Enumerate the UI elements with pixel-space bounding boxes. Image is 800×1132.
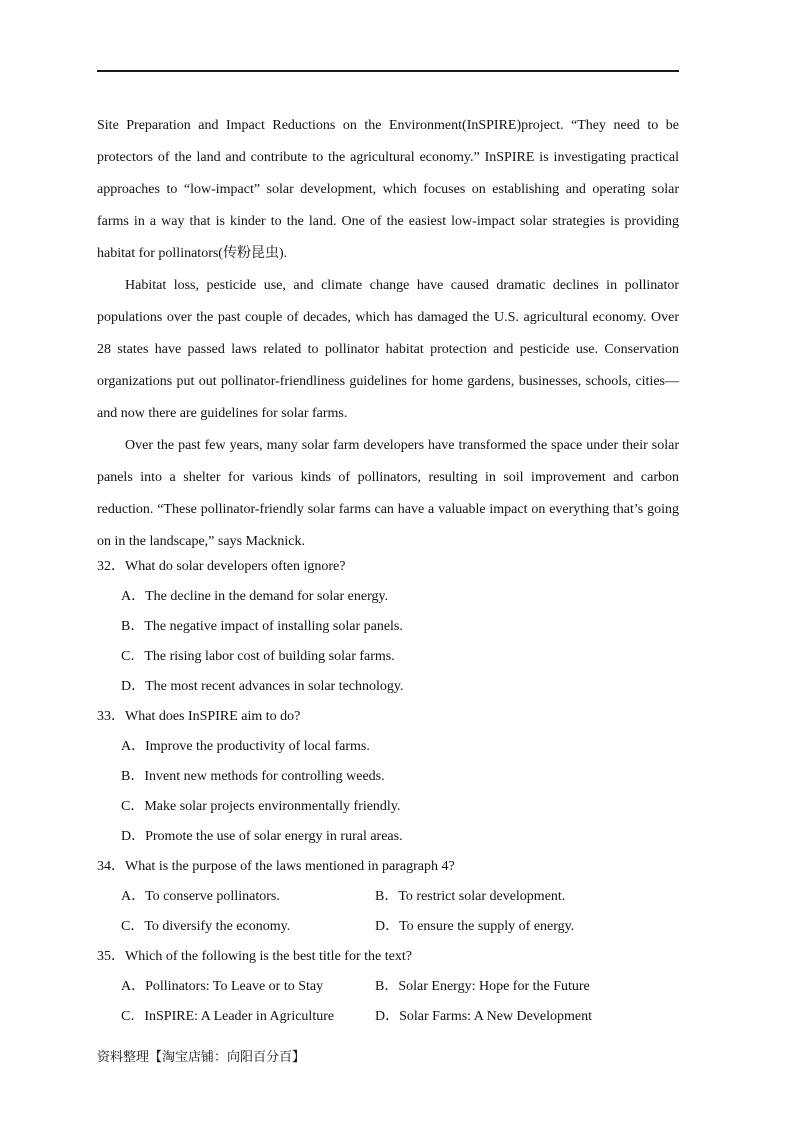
paragraph-2: Habitat loss, pesticide use, and climate change have caused dramatic declines in pollinator populations over the past couple of decades, which has damaged the U.S. agricultural economy. Over 28 states have passed laws related to pollinator habitat protection and pesticide use. Conservation organizations put out pollinator-friendliness guidelines for home gardens, businesses, schools, cities—and now there are guidelines for solar farms.: [97, 278, 679, 421]
option-b: B．Invent new methods for controlling weeds.: [121, 769, 385, 784]
question-33: [97, 702, 679, 852]
question-35: [97, 942, 679, 1032]
question-stem: 32．What do solar developers often ignore?: [97, 559, 346, 574]
option-a: A．Improve the productivity of local farms.: [121, 739, 370, 754]
question-32: [97, 552, 679, 702]
question-stem: 33．What does InSPIRE aim to do?: [97, 709, 301, 724]
header-rule: [97, 70, 679, 72]
option-a: A．The decline in the demand for solar energy.: [121, 589, 389, 604]
option-row: [97, 912, 679, 942]
question-stem: 35．Which of the following is the best title for the text?: [97, 949, 412, 964]
option-c: C．To diversify the economy.: [121, 919, 291, 934]
option-b: B．Solar Energy: Hope for the Future: [375, 979, 590, 994]
option-d: D．Promote the use of solar energy in rural areas.: [121, 829, 403, 844]
paragraph-1: Site Preparation and Impact Reductions on the Environment(InSPIRE)project. “They need to be protectors of the land and contribute to the agricultural economy.” InSPIRE is investigating practical approaches to “low-impact” solar development, which focuses on establishing and operating solar farms in a way that is kinder to the land. One of the easiest low-impact solar strategies is providing habitat for pollinators(传粉昆虫).: [97, 118, 679, 261]
option-row: [97, 882, 679, 912]
page-footer: 资料整理【淘宝店铺：向阳百分百】: [97, 1050, 306, 1065]
paragraph-3: Over the past few years, many solar farm developers have transformed the space under their solar panels into a shelter for various kinds of pollinators, resulting in soil improvement and carbon reduction. “These pollinator-friendly solar farms can have a valuable impact on everything that’s going on in the landscape,” says Macknick.: [97, 438, 679, 549]
option-a: A．Pollinators: To Leave or to Stay: [121, 979, 324, 994]
option-c: C．The rising labor cost of building solar farms.: [121, 649, 395, 664]
question-stem: 34．What is the purpose of the laws mentioned in paragraph 4?: [97, 859, 455, 874]
question-list: [97, 552, 679, 1032]
reading-passage: [97, 110, 679, 558]
option-row: [97, 1002, 679, 1032]
option-b: B．The negative impact of installing solar panels.: [121, 619, 403, 634]
option-d: D．Solar Farms: A New Development: [375, 1009, 592, 1024]
option-b: B．To restrict solar development.: [375, 889, 566, 904]
option-d: D．To ensure the supply of energy.: [375, 919, 575, 934]
question-34: [97, 852, 679, 942]
option-c: C．InSPIRE: A Leader in Agriculture: [121, 1009, 335, 1024]
option-c: C．Make solar projects environmentally friendly.: [121, 799, 401, 814]
option-d: D．The most recent advances in solar technology.: [121, 679, 404, 694]
option-row: [97, 972, 679, 1002]
option-a: A．To conserve pollinators.: [121, 889, 280, 904]
